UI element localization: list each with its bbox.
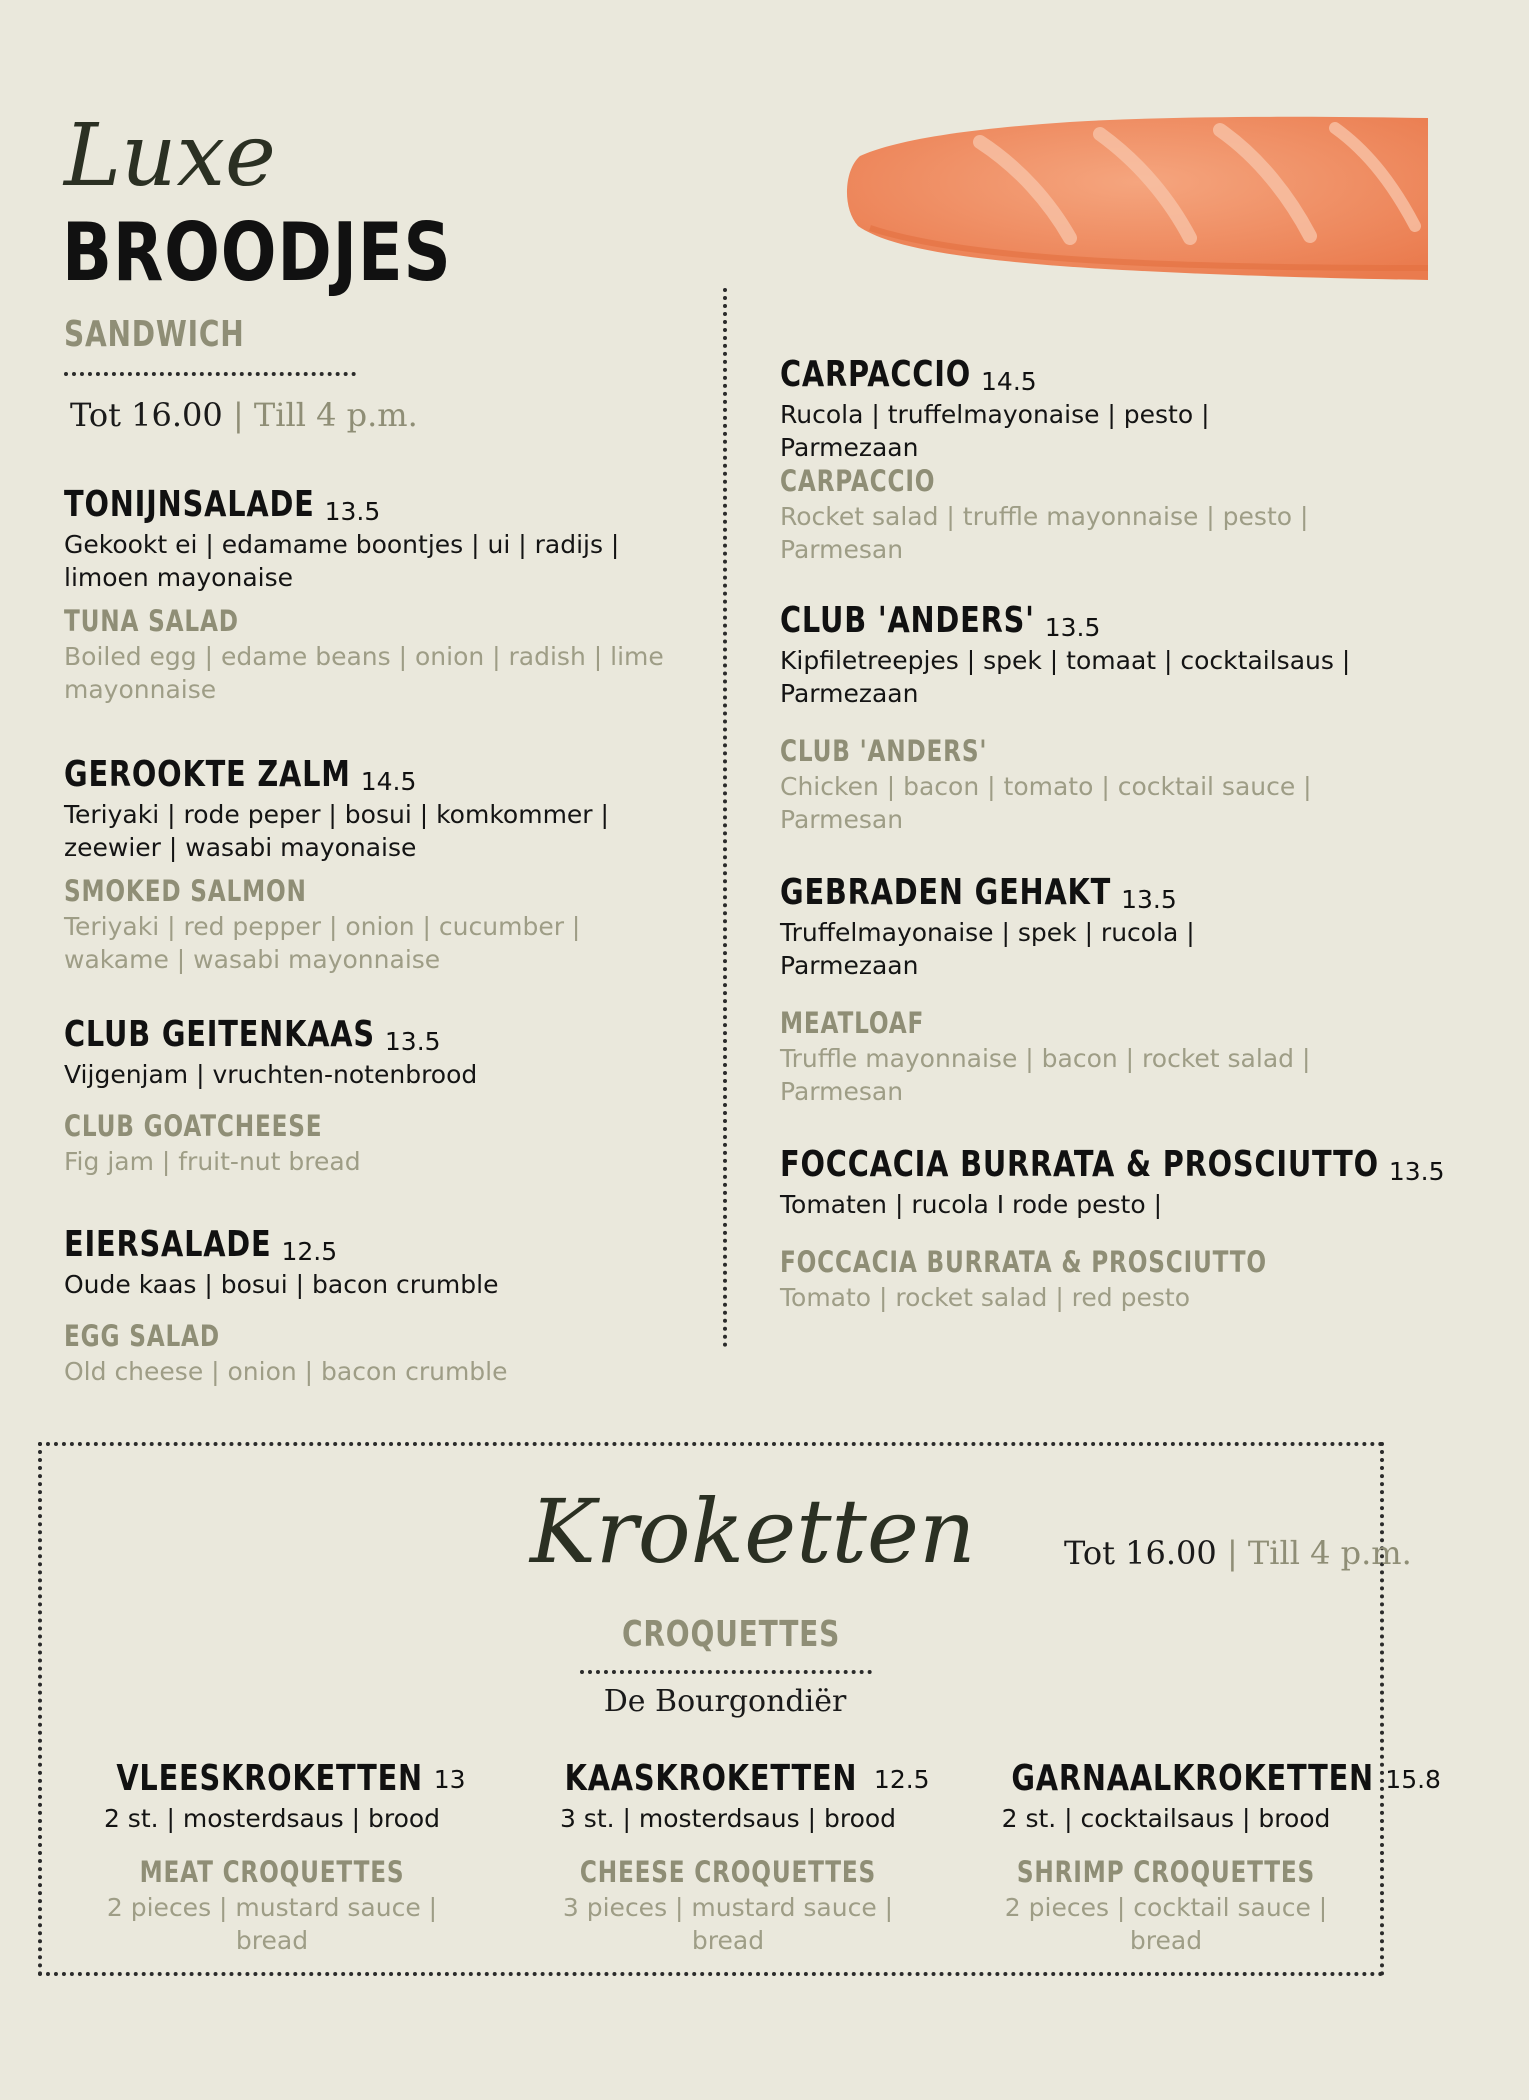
item-name: CLUB GEITENKAAS [64,1014,375,1055]
item-en-name: CLUB 'ANDERS' [780,734,988,768]
item-en-name: CHEESE CROQUETTES [579,1855,877,1889]
croquettes-brand: De Bourgondiër [603,1684,847,1719]
item-name: GEROOKTE ZALM [64,754,351,795]
menu-item-foccacia [780,1144,1445,1314]
divider [64,372,356,376]
item-price: 12.5 [873,1765,930,1794]
menu-item-gebraden-gehakt [780,872,1400,1108]
item-en-name: MEAT CROQUETTES [139,1855,405,1889]
item-en-description: Tomato | rocket salad | red pesto [780,1283,1190,1312]
croquette-item-kaas [528,1758,928,1957]
item-en-name: MEATLOAF [780,1006,925,1040]
section-subtitle: SANDWICH [64,314,245,355]
item-description: 2 st. | cocktailsaus | brood [1001,1804,1331,1833]
time-separator: | [232,396,244,434]
item-description: 2 st. | mosterdsaus | brood [103,1804,441,1833]
time-separator: | [1226,1534,1238,1572]
time-nl: Tot 16.00 [1064,1534,1217,1572]
baguette-icon [840,108,1428,284]
menu-item-gerookte-zalm [64,754,664,976]
croquette-item-garnaal [966,1758,1441,1957]
item-en-name: CLUB GOATCHEESE [64,1109,323,1143]
item-name: GEBRADEN GEHAKT [780,872,1112,913]
item-price: 13 [433,1765,466,1794]
item-en-name: TUNA SALAD [64,604,239,638]
item-name: FOCCACIA BURRATA & PROSCIUTTO [780,1144,1379,1185]
item-en-description: Boiled egg | edame beans | onion | radish | lime mayonnaise [64,642,664,704]
item-en-name: FOCCACIA BURRATA & PROSCIUTTO [780,1245,1267,1279]
item-en-name: SHRIMP CROQUETTES [1016,1855,1316,1889]
item-name: VLEESKROKETTEN [116,1758,424,1799]
item-en-description: Fig jam | fruit-nut bread [64,1147,361,1176]
item-description: Truffelmayonaise | spek | rucola | Parmezaan [780,918,1195,980]
item-price: 13.5 [384,1027,441,1056]
item-name: CLUB 'ANDERS' [780,600,1035,641]
item-description: Tomaten | rucola I rode pesto | [780,1190,1162,1219]
menu-item-club-geitenkaas [64,1014,664,1178]
menu-item-tonijnsalade [64,484,664,706]
item-price: 14.5 [981,367,1037,396]
croquette-item-vlees [72,1758,472,1957]
item-price: 13.5 [324,497,381,526]
item-en-description: Rocket salad | truffle mayonnaise | pesto | Parmesan [780,502,1309,564]
item-price: 13.5 [1388,1157,1445,1186]
item-en-description: Truffle mayonnaise | bacon | rocket salad | Parmesan [780,1044,1311,1106]
item-en-name: EGG SALAD [64,1319,220,1353]
time-en: Till 4 p.m. [1247,1534,1412,1572]
item-description: 3 st. | mosterdsaus | brood [559,1804,897,1833]
time-en: Till 4 p.m. [253,396,418,434]
item-name: KAASKROKETTEN [564,1758,858,1799]
item-en-description: Chicken | bacon | tomato | cocktail sauce | Parmesan [780,772,1312,834]
menu-item-eiersalade [64,1224,664,1388]
item-price: 12.5 [281,1237,338,1266]
item-name: CARPACCIO [780,354,972,395]
item-en-description: 2 pieces | cocktail sauce | bread [1004,1893,1328,1955]
item-en-description: 3 pieces | mustard sauce | bread [562,1893,894,1955]
menu-item-club-anders [780,600,1400,836]
croquettes-opening-hours [1064,1534,1412,1572]
time-nl: Tot 16.00 [70,396,223,434]
item-description: Vijgenjam | vruchten-notenbrood [64,1060,478,1089]
item-name: EIERSALADE [64,1224,272,1265]
item-en-description: 2 pieces | mustard sauce | bread [106,1893,438,1955]
page-title: BROODJES [62,206,452,299]
item-name: GARNAALKROKETTEN [1011,1758,1374,1799]
item-price: 15.8 [1385,1765,1441,1794]
item-description: Kipfiletreepjes | spek | tomaat | cocktailsaus | Parmezaan [780,646,1351,708]
opening-hours [70,396,418,434]
item-price: 13.5 [1044,613,1101,642]
item-en-description: Old cheese | onion | bacon crumble [64,1357,508,1386]
item-price: 13.5 [1121,885,1177,914]
item-description: Rucola | truffelmayonaise | pesto | Parmezaan [780,400,1210,462]
item-description: Gekookt ei | edamame boontjes | ui | radijs | limoen mayonaise [64,530,620,592]
item-description: Teriyaki | rode peper | bosui | komkommer | zeewier | wasabi mayonaise [64,800,609,862]
item-description: Oude kaas | bosui | bacon crumble [64,1270,499,1299]
item-price: 14.5 [360,767,417,796]
item-name: TONIJNSALADE [64,484,315,525]
menu-item-carpaccio [780,354,1400,566]
croquettes-subtitle: CROQUETTES [622,1614,841,1655]
item-en-name: CARPACCIO [780,464,936,498]
croquettes-divider [580,1670,872,1674]
item-en-description: Teriyaki | red pepper | onion | cucumber | wakame | wasabi mayonnaise [64,912,581,974]
section-script-title: Luxe [64,106,276,206]
croquettes-script-title: Kroketten [530,1480,976,1583]
item-en-name: SMOKED SALMON [64,874,307,908]
column-divider [723,288,727,1348]
